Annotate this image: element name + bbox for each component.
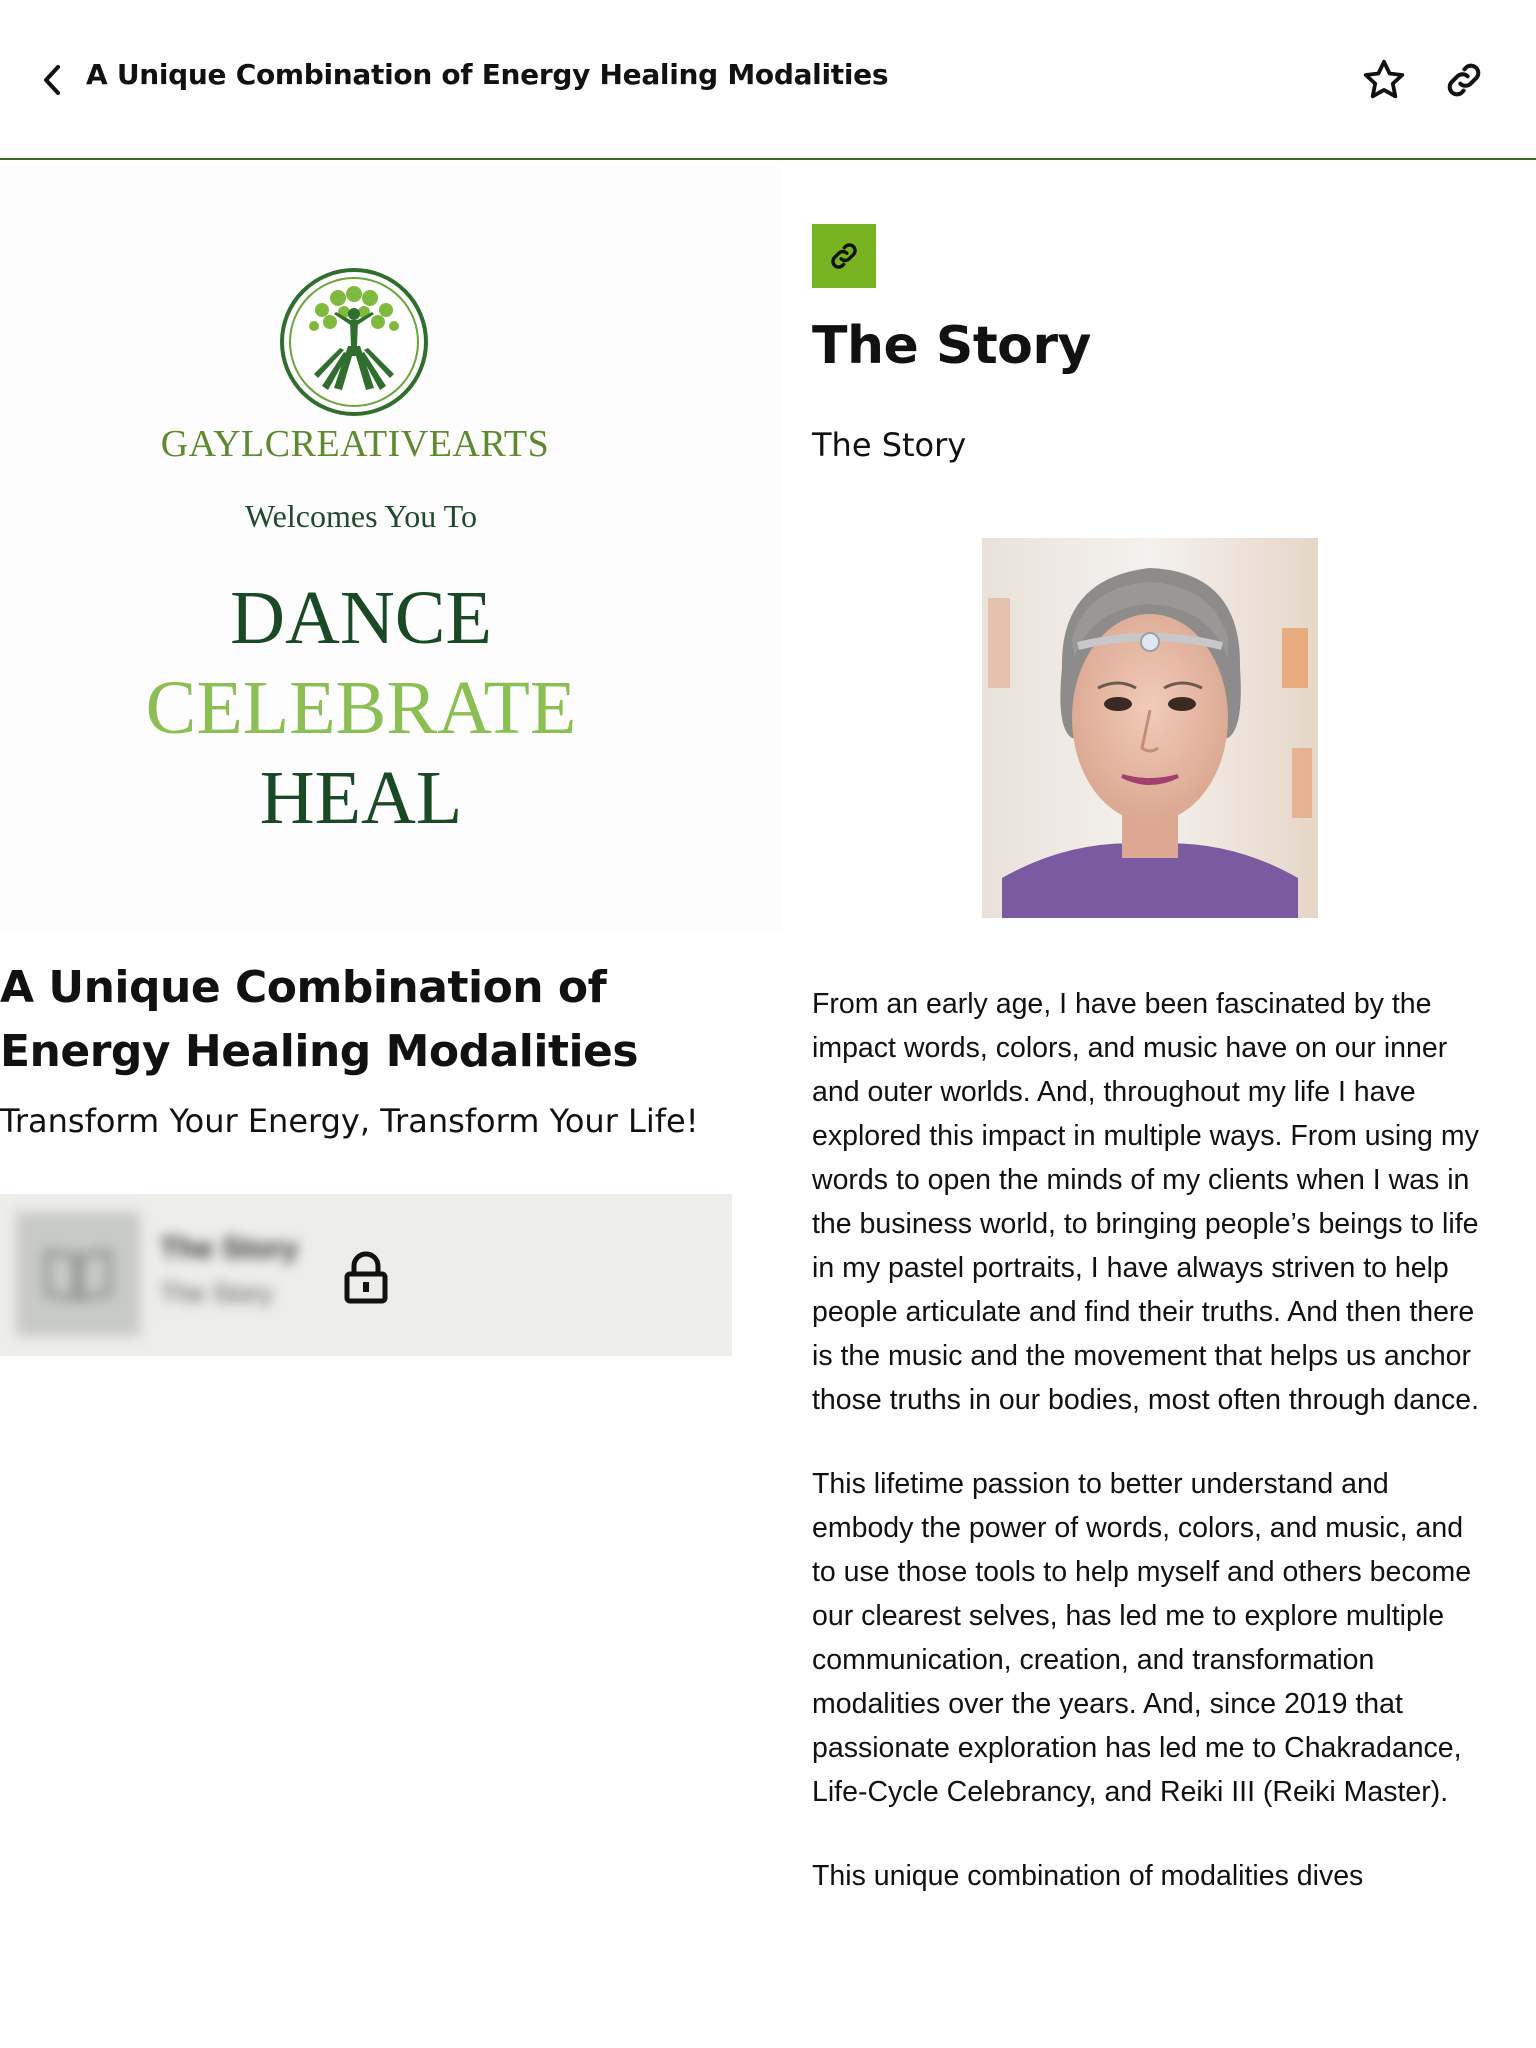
cover-line-heal: HEAL <box>259 756 463 840</box>
tree-of-life-logo <box>278 266 430 418</box>
link-icon <box>827 239 861 273</box>
lesson-thumbnail <box>16 1212 140 1336</box>
lesson-link-badge[interactable] <box>812 224 876 288</box>
body-paragraph: This lifetime passion to better understand and embody the power of words, colors, and music, and to use those tools to help myself and others become our clearest selves, has led me to explore multiple communication, creation, and transformation modalities over the years. And, since 2019 that passionate exploration has led me to Chakradance, Life-Cycle Celebrancy, and Reiki III (Reiki Master). <box>812 1468 1472 1808</box>
back-button[interactable] <box>32 56 72 104</box>
top-bar <box>0 0 1536 160</box>
brand-name: GAYLCREATIVEARTS <box>160 423 550 465</box>
locked-lesson-card[interactable] <box>0 1194 732 1356</box>
welcome-text: Welcomes You To <box>245 498 477 534</box>
page-title: A Unique Combination of Energy Healing Modalities <box>86 58 889 91</box>
link-icon <box>1442 58 1486 102</box>
chevron-left-icon <box>39 63 65 97</box>
body-paragraph: This unique combination of modalities dives <box>812 1860 1364 1892</box>
cover-line-dance: DANCE <box>230 576 492 660</box>
book-icon <box>43 1246 113 1302</box>
lesson-body <box>812 982 1492 1938</box>
star-icon <box>1361 57 1407 103</box>
lock-icon <box>340 1250 392 1304</box>
lesson-title: The Story <box>160 1232 299 1265</box>
lesson-heading: The Story <box>812 316 1091 376</box>
cover-line-celebrate: CELEBRATE <box>145 666 577 750</box>
copy-link-button[interactable] <box>1438 54 1490 106</box>
course-title: A Unique Combination of Energy Healing Modalities <box>0 962 639 1077</box>
course-subtitle: Transform Your Energy, Transform Your Life! <box>0 1102 699 1140</box>
lesson-subheading: The Story <box>812 426 967 464</box>
lesson-subtitle: The Story <box>160 1278 273 1308</box>
course-cover-image <box>0 162 782 932</box>
favorite-button[interactable] <box>1358 54 1410 106</box>
body-paragraph: From an early age, I have been fascinated by the impact words, colors, and music have on our inner and outer worlds. And, throughout my life I have explored this impact in multiple ways. From using my words to open the minds of my clients when I was in the business world, to bringing people’s beings to life in my pastel portraits, I have always striven to help people articulate and find their truths. And then there is the music and the movement that helps us anchor those truths in our bodies, most often through dance. <box>812 988 1479 1416</box>
author-portrait <box>982 538 1318 918</box>
